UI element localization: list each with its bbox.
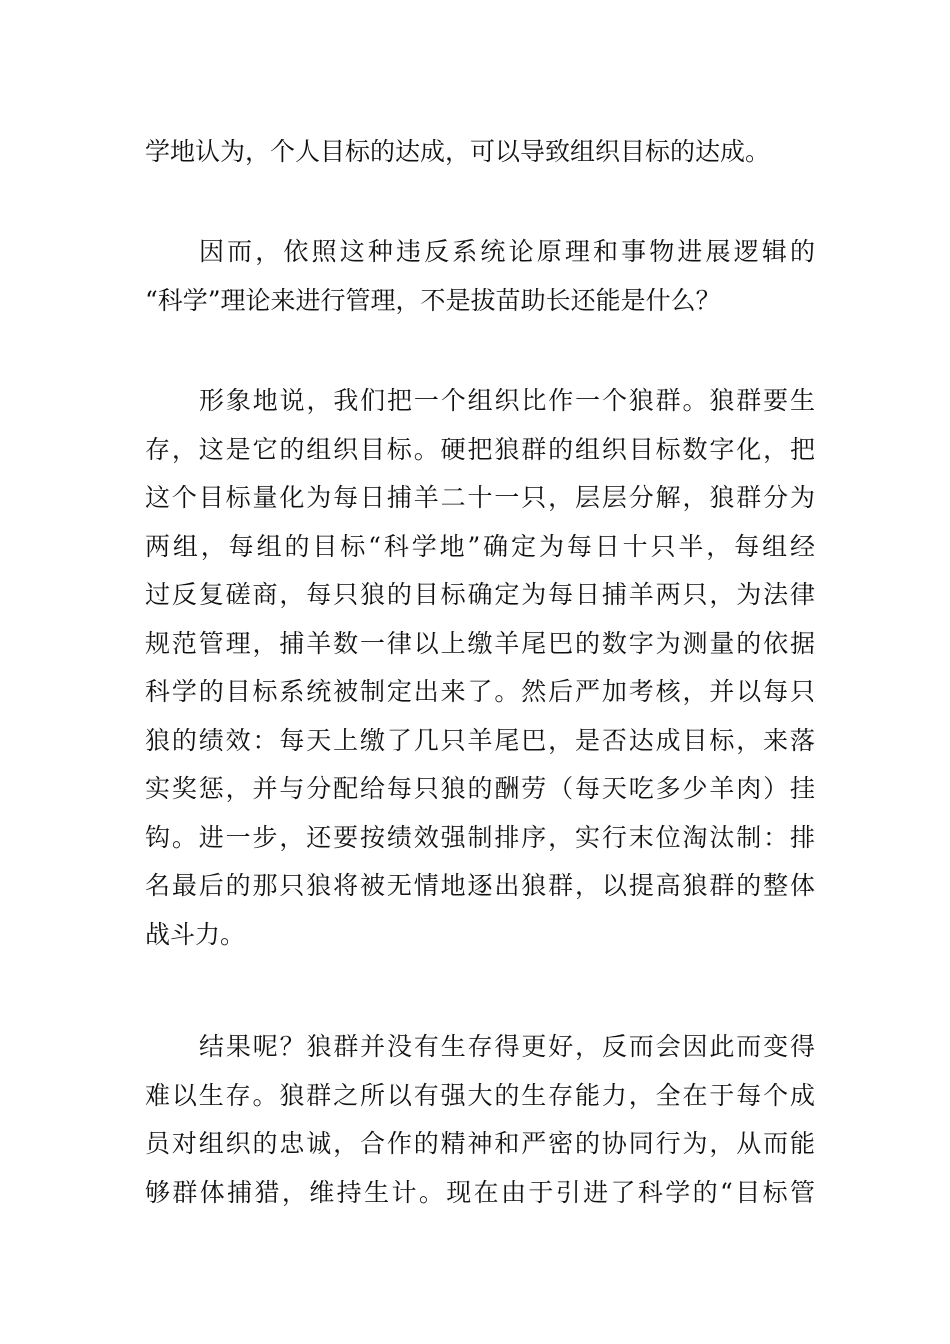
text-line: 规范管理，捕羊数一律以上缴羊尾巴的数字为测量的依据 bbox=[145, 628, 815, 658]
text-line: 科学的目标系统被制定出来了。然后严加考核，并以每只 bbox=[145, 677, 815, 706]
text-line: 战斗力。 bbox=[145, 919, 246, 949]
text-line: 过反复磋商，每只狼的目标确定为每日捕羊两只，为法律 bbox=[145, 580, 815, 609]
text-line: 够群体捕猎，维持生计。现在由于引进了科学的“目标管 bbox=[145, 1177, 815, 1207]
text-line: 两组，每组的目标“科学地”确定为每日十只半，每组经 bbox=[145, 531, 815, 561]
text-line: 钩。进一步，还要按绩效强制排序，实行末位淘汰制：排 bbox=[145, 822, 815, 852]
text-line: 这个目标量化为每日捕羊二十一只，层层分解，狼群分为 bbox=[145, 483, 815, 512]
text-line: 难以生存。狼群之所以有强大的生存能力，全在于每个成 bbox=[145, 1080, 815, 1110]
text-line: 名最后的那只狼将被无情地逐出狼群，以提高狼群的整体 bbox=[145, 871, 815, 900]
text-line: 员对组织的忠诚，合作的精神和严密的协同行为，从而能 bbox=[145, 1129, 815, 1158]
text-line: 结果呢？狼群并没有生存得更好，反而会因此而变得 bbox=[199, 1032, 815, 1061]
text-line: 存，这是它的组织目标。硬把狼群的组织目标数字化，把 bbox=[145, 434, 815, 464]
text-line: 学地认为，个人目标的达成，可以导致组织目标的达成。 bbox=[145, 137, 771, 166]
paragraph-2 bbox=[145, 228, 815, 325]
text-line: “科学”理论来进行管理，不是拔苗助长还能是什么？ bbox=[145, 285, 721, 315]
text-line: 实奖惩，并与分配给每只狼的酬劳（每天吃多少羊肉）挂 bbox=[145, 774, 815, 803]
paragraph-1 bbox=[145, 128, 815, 177]
text-line: 形象地说，我们把一个组织比作一个狼群。狼群要生 bbox=[199, 386, 815, 415]
paragraph-3 bbox=[145, 377, 815, 959]
text-line: 狼的绩效：每天上缴了几只羊尾巴，是否达成目标，来落 bbox=[145, 725, 815, 755]
paragraph-4 bbox=[145, 1023, 815, 1217]
text-line: 因而，依照这种违反系统论原理和事物进展逻辑的 bbox=[199, 237, 815, 266]
